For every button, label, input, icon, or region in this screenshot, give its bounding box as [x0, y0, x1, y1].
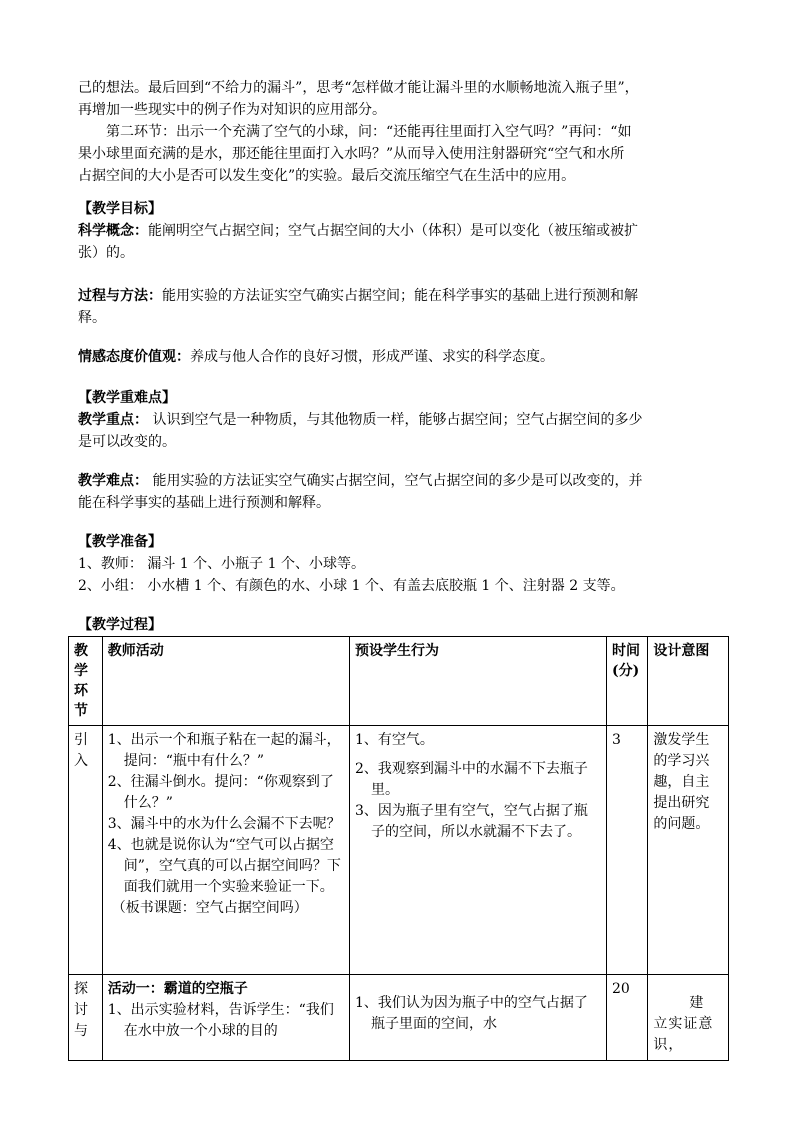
list-item: 2、我观察到漏斗中的水漏不下去瓶子里。 — [354, 761, 588, 798]
field-label: 情感态度价值观： — [78, 349, 190, 365]
text-value: 认识到空气是一种物质，与其他物质一样，能够占据空间；空气占据空间的多少 — [148, 412, 643, 428]
intro-paragraph — [78, 77, 720, 187]
teacher-cell — [102, 726, 349, 975]
stage-char: 与 — [74, 1023, 88, 1039]
header-char: 教 — [74, 643, 88, 659]
text-value: 能用实验的方法证实空气确实占据空间；能在科学事实的基础上进行预测和解 — [162, 288, 638, 304]
header-char: 节 — [74, 703, 88, 719]
activity-title: 活动一：霸道的空瓶子 — [107, 981, 248, 997]
goals-section — [78, 198, 720, 264]
field-label: 教学难点： — [78, 473, 148, 489]
text-line: 占据空间的大小是否可以发生变化”的实验。最后交流压缩空气在生活中的应用。 — [78, 168, 576, 184]
time-cell: 3 — [606, 726, 647, 975]
section-heading: 【教学目标】 — [78, 201, 162, 217]
stage-char: 入 — [74, 753, 88, 769]
stage-char: 探 — [74, 981, 88, 997]
header-char: 时间 — [611, 643, 640, 659]
process-goal — [78, 285, 720, 329]
process-table — [68, 636, 729, 1061]
stage-cell — [69, 726, 103, 975]
table-header-row — [69, 637, 729, 726]
section-heading: 【教学过程】 — [78, 617, 162, 633]
section-heading: 【教学准备】 — [78, 534, 162, 550]
text-line: 2、小组： 小水槽 1 个、有颜色的水、小球 1 个、有盖去底胶瓶 1 个、注射器 2 支等。 — [78, 578, 625, 594]
table-row — [69, 975, 729, 1061]
text-line: 是可以改变的。 — [78, 434, 176, 450]
list-item: 2、往漏斗倒水。提问：“你观察到了什么？” — [107, 774, 334, 811]
header-char: 学 — [74, 663, 88, 679]
field-label: 过程与方法： — [78, 288, 162, 304]
table-row — [69, 726, 729, 975]
section-heading: 【教学重难点】 — [78, 390, 176, 406]
board-note: （板书课题：空气占据空间吗） — [111, 900, 308, 916]
text-line: 1、教师： 漏斗 1 个、小瓶子 1 个、小球等。 — [78, 556, 365, 572]
text-line: 果小球里面充满的是水，那还能往里面打入水吗？”从而导入使用注射器研究“空气和水所 — [78, 146, 625, 162]
text-value: 养成与他人合作的良好习惯，形成严谨、求实的科学态度。 — [190, 349, 554, 365]
text-line: 再增加一些现实中的例子作为对知识的应用部分。 — [78, 102, 386, 118]
prep-section — [78, 531, 720, 597]
list-item: 1、我们认为因为瓶子中的空气占据了瓶子里面的空间，水 — [354, 995, 588, 1032]
list-item: 1、有空气。 — [354, 732, 434, 748]
student-cell — [349, 726, 606, 975]
design-text: 建 立实证意识， — [653, 995, 714, 1053]
list-item: 1、出示实验材料，告诉学生：“我们在水中放一个小球的目的 — [107, 1002, 334, 1039]
text-line: 释。 — [78, 310, 106, 326]
design-cell — [648, 975, 729, 1061]
time-cell: 20 — [606, 975, 647, 1061]
field-label: 科学概念： — [78, 223, 148, 239]
list-item: 1、出示一个和瓶子粘在一起的漏斗，提问：“瓶中有什么？” — [107, 732, 341, 769]
student-cell — [349, 975, 606, 1061]
teacher-cell — [102, 975, 349, 1061]
header-stage — [69, 637, 103, 726]
list-item: 3、漏斗中的水为什么会漏不下去呢？ — [107, 816, 341, 832]
difficulty-section — [78, 470, 720, 514]
emotion-goal — [78, 346, 720, 368]
text-value: 能用实验的方法证实空气确实占据空间，空气占据空间的多少是可以改变的，并 — [148, 473, 643, 489]
field-label: 教学重点： — [78, 412, 148, 428]
design-cell: 激发学生的学习兴趣，自主提出研究的问题。 — [648, 726, 729, 975]
stage-char: 讨 — [74, 1002, 88, 1018]
header-design: 设计意图 — [648, 637, 729, 726]
header-char: 环 — [74, 683, 88, 699]
list-item: 4、也就是说你认为“空气可以占据空间”，空气真的可以占据空间吗？下面我们就用一个实验来验证一下。 — [107, 837, 341, 895]
header-time — [606, 637, 647, 726]
list-item: 3、因为瓶子里有空气，空气占据了瓶子的空间，所以水就漏不下去了。 — [354, 803, 588, 840]
header-char: (分) — [611, 663, 640, 679]
stage-char: 引 — [74, 732, 88, 748]
text-line: 第二环节：出示一个充满了空气的小球，问：“还能再往里面打入空气吗？”再问：“如 — [106, 124, 632, 140]
text-value: 能阐明空气占据空间；空气占据空间的大小（体积）是可以变化（被压缩或被扩 — [148, 223, 638, 239]
text-line: 能在科学事实的基础上进行预测和解释。 — [78, 495, 330, 511]
stage-cell — [69, 975, 103, 1061]
keypoints-section — [78, 387, 720, 453]
text-line: 张）的。 — [78, 245, 134, 261]
header-teacher: 教师活动 — [102, 637, 349, 726]
header-student: 预设学生行为 — [349, 637, 606, 726]
text-line: 己的想法。最后回到“不给力的漏斗”，思考“怎样做才能让漏斗里的水顺畅地流入瓶子里”， — [78, 80, 639, 96]
